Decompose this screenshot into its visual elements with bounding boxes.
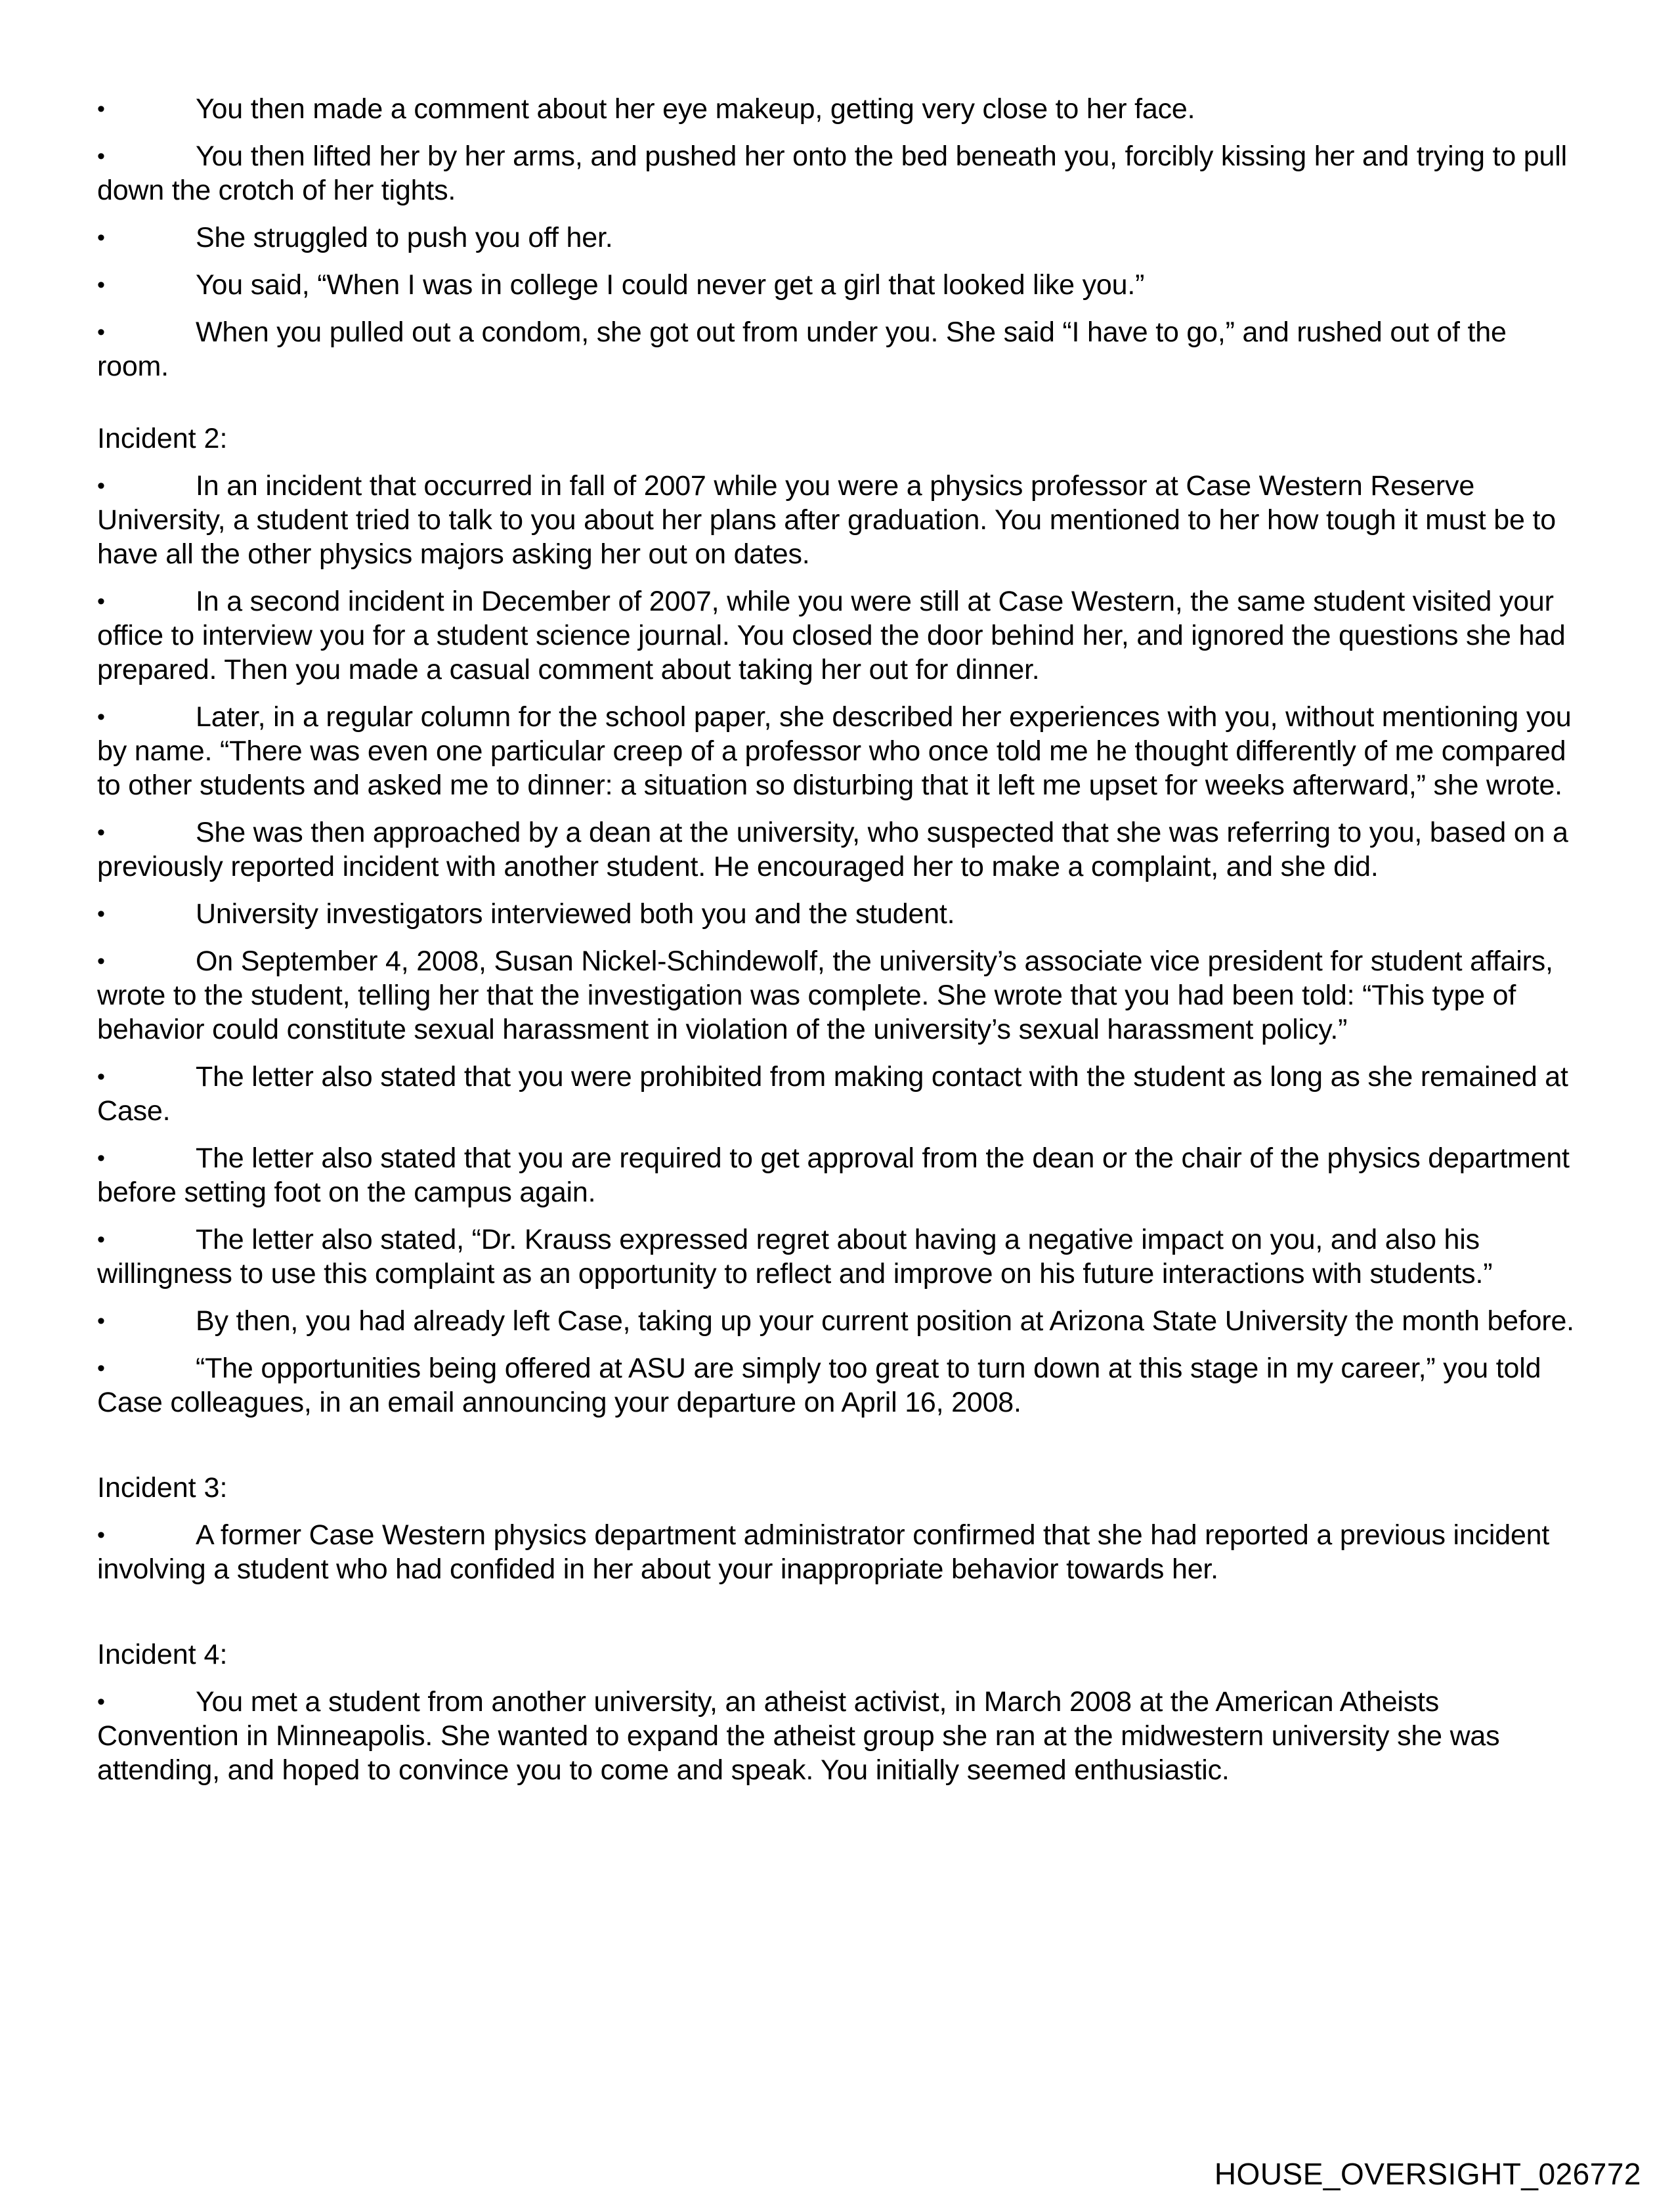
bullet-text: She struggled to push you off her. xyxy=(196,222,613,253)
bates-number-footer: HOUSE_OVERSIGHT_026772 xyxy=(1214,2157,1641,2191)
bullet-paragraph xyxy=(97,1223,1574,1291)
bullet-icon: • xyxy=(97,144,105,169)
bullet-text: A former Case Western physics department administrator confirmed that she had reported a previous incident involving a student who had confided in her about your inappropriate behavior towards her. xyxy=(97,1519,1550,1585)
bullet-icon: • xyxy=(97,225,105,250)
bullet-icon: • xyxy=(97,589,105,614)
bullet-text: Later, in a regular column for the school paper, she described her experiences with you, without mentioning you by name. “There was even one particular creep of a professor who once told me he thought differently of me compared to other students and asked me to dinner: a situation so disturbing that it left me upset for weeks afterward,” she wrote. xyxy=(97,701,1572,801)
bullet-icon: • xyxy=(97,320,105,345)
bullet-paragraph xyxy=(97,268,1574,302)
bullet-text: You met a student from another university, an atheist activist, in March 2008 at the American Atheists Convention in Minneapolis. She wanted to expand the atheist group she ran at the midwestern university she was attending, and hoped to convince you to come and speak. You initially seemed enthusiastic. xyxy=(97,1686,1500,1786)
bullet-text: “The opportunities being offered at ASU are simply too great to turn down at this stage in my career,” you told Case colleagues, in an email announcing your departure on April 16, 2008. xyxy=(97,1353,1541,1418)
bullet-paragraph xyxy=(97,1060,1574,1128)
bullet-icon: • xyxy=(97,473,105,498)
bullet-icon: • xyxy=(97,97,105,121)
bullet-icon: • xyxy=(97,1689,105,1714)
bullet-paragraph xyxy=(97,700,1574,802)
bullet-text: By then, you had already left Case, taking up your current position at Arizona State University the month before. xyxy=(196,1305,1574,1337)
bullet-icon: • xyxy=(97,1227,105,1252)
bullet-paragraph xyxy=(97,221,1574,255)
bullet-paragraph xyxy=(97,469,1574,571)
bullet-icon: • xyxy=(97,820,105,845)
bullet-paragraph xyxy=(97,1351,1574,1420)
bullet-text: You said, “When I was in college I could never get a girl that looked like you.” xyxy=(196,269,1145,301)
section-incident-4 xyxy=(97,1637,1574,1787)
bullet-paragraph xyxy=(97,944,1574,1047)
section-incident-2 xyxy=(97,422,1574,1420)
section-heading: Incident 3: xyxy=(97,1472,228,1504)
bullet-icon: • xyxy=(97,272,105,297)
bullet-text: The letter also stated, “Dr. Krauss expressed regret about having a negative impact on you, and also his willingness to use this complaint as an opportunity to reflect and improve on his future interactions with students.” xyxy=(97,1224,1493,1290)
bullet-text: She was then approached by a dean at the university, who suspected that she was referring to you, based on a previously reported incident with another student. He encouraged her to make a complaint, and she did. xyxy=(97,817,1568,882)
bullet-paragraph xyxy=(97,584,1574,687)
bullet-paragraph xyxy=(97,315,1574,383)
section-heading: Incident 2: xyxy=(97,423,228,454)
bullet-text: You then made a comment about her eye makeup, getting very close to her face. xyxy=(196,93,1195,125)
bullet-text: You then lifted her by her arms, and pushed her onto the bed beneath you, forcibly kissing her and trying to pull down the crotch of her tights. xyxy=(97,141,1567,206)
bullet-icon: • xyxy=(97,1064,105,1089)
bullet-paragraph xyxy=(97,1518,1574,1586)
bullet-paragraph xyxy=(97,92,1574,126)
section-incident-1-continued xyxy=(97,92,1574,383)
section-heading: Incident 4: xyxy=(97,1639,228,1670)
bullet-paragraph xyxy=(97,1685,1574,1787)
bullet-text: University investigators interviewed both you and the student. xyxy=(196,898,955,930)
bullet-paragraph xyxy=(97,815,1574,884)
bullet-icon: • xyxy=(97,1146,105,1171)
bullet-icon: • xyxy=(97,1523,105,1548)
bullet-paragraph xyxy=(97,1304,1574,1338)
bullet-text: On September 4, 2008, Susan Nickel-Schindewolf, the university’s associate vice president for student affairs, wrote to the student, telling her that the investigation was complete. She wrote that you had been told: “This type of behavior could constitute sexual harassment in violation of the university’s sexual harassment policy.” xyxy=(97,945,1553,1045)
bullet-paragraph xyxy=(97,139,1574,207)
bullet-text: The letter also stated that you are required to get approval from the dean or the chair of the physics department before setting foot on the campus again. xyxy=(97,1142,1570,1208)
bullet-text: The letter also stated that you were prohibited from making contact with the student as long as she remained at Case. xyxy=(97,1061,1568,1127)
bullet-text: In a second incident in December of 2007, while you were still at Case Western, the same student visited your office to interview you for a student science journal. You closed the door behind her, and ignored the questions she had prepared. Then you made a casual comment about taking her out for dinner. xyxy=(97,586,1566,685)
bullet-icon: • xyxy=(97,705,105,729)
section-incident-3 xyxy=(97,1471,1574,1586)
bullet-text: When you pulled out a condom, she got out from under you. She said “I have to go,” and rushed out of the room. xyxy=(97,316,1507,382)
bullet-icon: • xyxy=(97,1356,105,1381)
document-page xyxy=(97,92,1574,1800)
bullet-text: In an incident that occurred in fall of 2007 while you were a physics professor at Case Western Reserve University, a student tried to talk to you about her plans after graduation. You mentioned to her how tough it must be to have all the other physics majors asking her out on dates. xyxy=(97,470,1556,570)
bullet-icon: • xyxy=(97,949,105,974)
bullet-icon: • xyxy=(97,1309,105,1334)
bullet-paragraph xyxy=(97,1141,1574,1209)
bullet-icon: • xyxy=(97,901,105,926)
bullet-paragraph xyxy=(97,897,1574,931)
